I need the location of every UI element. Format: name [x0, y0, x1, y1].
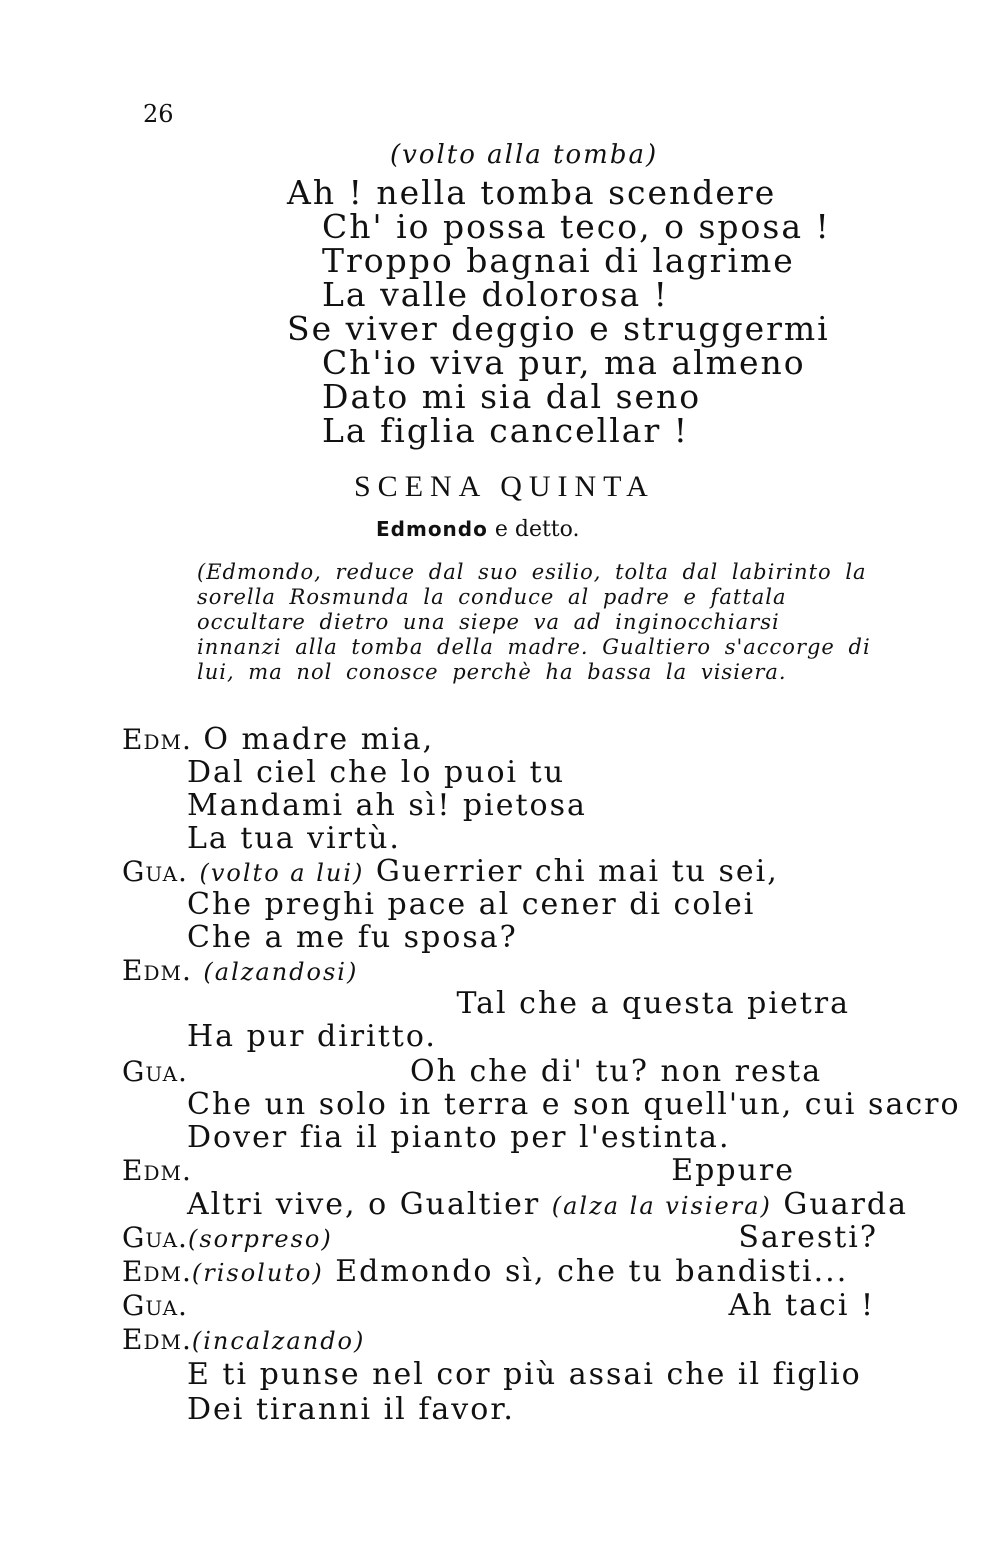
line-text: O madre mia,	[191, 722, 435, 757]
dialogue-line-14-speaker	[122, 1156, 192, 1186]
scene-description: (Edmondo, reduce dal suo esilio, tolta dal labirinto la sorella Rosmunda la conduce al padre e fattala occultare dietro una siepe va ad inginocchiarsi innanzi alla tomba della madre. Gualtiero s'accorge di lui, ma nol conosce perchè ha bassa la visiera.	[197, 560, 871, 684]
dialogue-line-12: Che un solo in terra e son quell'un, cui sacro	[187, 1087, 961, 1122]
dialogue-line-11-speaker	[122, 1057, 188, 1087]
dialogue-line-18: Ah taci !	[728, 1288, 875, 1323]
dialogue-line-7: Che a me fu sposa?	[187, 920, 518, 955]
scene-title: SCENA QUINTA	[354, 470, 655, 503]
cast-name: Edmondo	[376, 517, 488, 541]
stage-direction: (risoluto)	[191, 1259, 324, 1287]
dialogue-line-11: Oh che di' tu? non resta	[410, 1054, 823, 1089]
line-text: Edmondo sì, che tu bandisti...	[323, 1254, 849, 1289]
dialogue-line-2: Dal ciel che lo puoi tu	[187, 755, 566, 790]
stage-direction: (volto a lui)	[199, 859, 365, 887]
verse-line-4: La valle dolorosa !	[322, 275, 669, 314]
dialogue-line-5	[122, 854, 779, 889]
line-text: Guarda	[771, 1187, 909, 1222]
stage-direction: (incalzando)	[191, 1327, 366, 1355]
stage-direction: (alza la visiera)	[551, 1192, 772, 1220]
verse-line-6: Ch'io viva pur, ma almeno	[322, 343, 806, 382]
verse-line-1: Ah ! nella tomba scendere	[287, 173, 777, 212]
verse-line-5: Se viver deggio e struggermi	[287, 309, 830, 348]
scene-cast	[376, 517, 580, 542]
speaker-label: Edm.	[122, 1323, 192, 1356]
verse-line-8: La figlia cancellar !	[322, 411, 689, 450]
dialogue-line-3: Mandami ah sì! pietosa	[187, 788, 587, 823]
dialogue-line-20: E ti punse nel cor più assai che il figlio	[187, 1357, 862, 1392]
stage-direction: (alzandosi)	[203, 958, 359, 986]
dialogue-line-9: Tal che a questa pietra	[456, 986, 850, 1021]
dialogue-line-19	[122, 1325, 365, 1355]
verse-line-2: Ch' io possa teco, o sposa !	[322, 207, 831, 246]
verse-line-7: Dato mi sia dal seno	[322, 377, 702, 416]
dialogue-line-17	[122, 1254, 849, 1289]
dialogue-line-6: Che preghi pace al cener di colei	[187, 887, 756, 922]
stage-direction: (sorpreso)	[187, 1225, 333, 1253]
speaker-label: Gua.	[122, 1055, 188, 1088]
line-text: Altri vive, o Gualtier	[187, 1187, 552, 1222]
line-text: Guerrier chi mai tu sei,	[364, 854, 779, 889]
page-number: 26	[143, 100, 174, 128]
dialogue-line-21: Dei tiranni il favor.	[187, 1392, 515, 1427]
speaker-label: Edm.	[122, 1255, 192, 1288]
speaker-label: Edm.	[122, 1154, 192, 1187]
verse-line-3: Troppo bagnai di lagrime	[322, 241, 795, 280]
speaker-label: Gua.	[122, 1221, 188, 1254]
dialogue-line-16: Saresti?	[738, 1220, 878, 1255]
speaker-label: Edm.	[122, 723, 192, 756]
dialogue-line-8	[122, 956, 358, 986]
speaker-label: Gua.	[122, 855, 188, 888]
dialogue-line-18-speaker	[122, 1291, 188, 1321]
cast-rest: e detto.	[487, 517, 580, 542]
dialogue-line-16-left	[122, 1223, 333, 1253]
speaker-label: Edm.	[122, 954, 192, 987]
speaker-label: Gua.	[122, 1289, 188, 1322]
dialogue-line-14: Eppure	[671, 1153, 795, 1188]
dialogue-line-1	[122, 722, 435, 757]
dialogue-line-15	[187, 1187, 909, 1222]
dialogue-line-4: La tua virtù.	[187, 821, 401, 856]
dialogue-line-13: Dover fia il pianto per l'estinta.	[187, 1120, 731, 1155]
dialogue-line-10: Ha pur diritto.	[187, 1019, 437, 1054]
stage-direction-top: (volto alla tomba)	[390, 140, 659, 170]
